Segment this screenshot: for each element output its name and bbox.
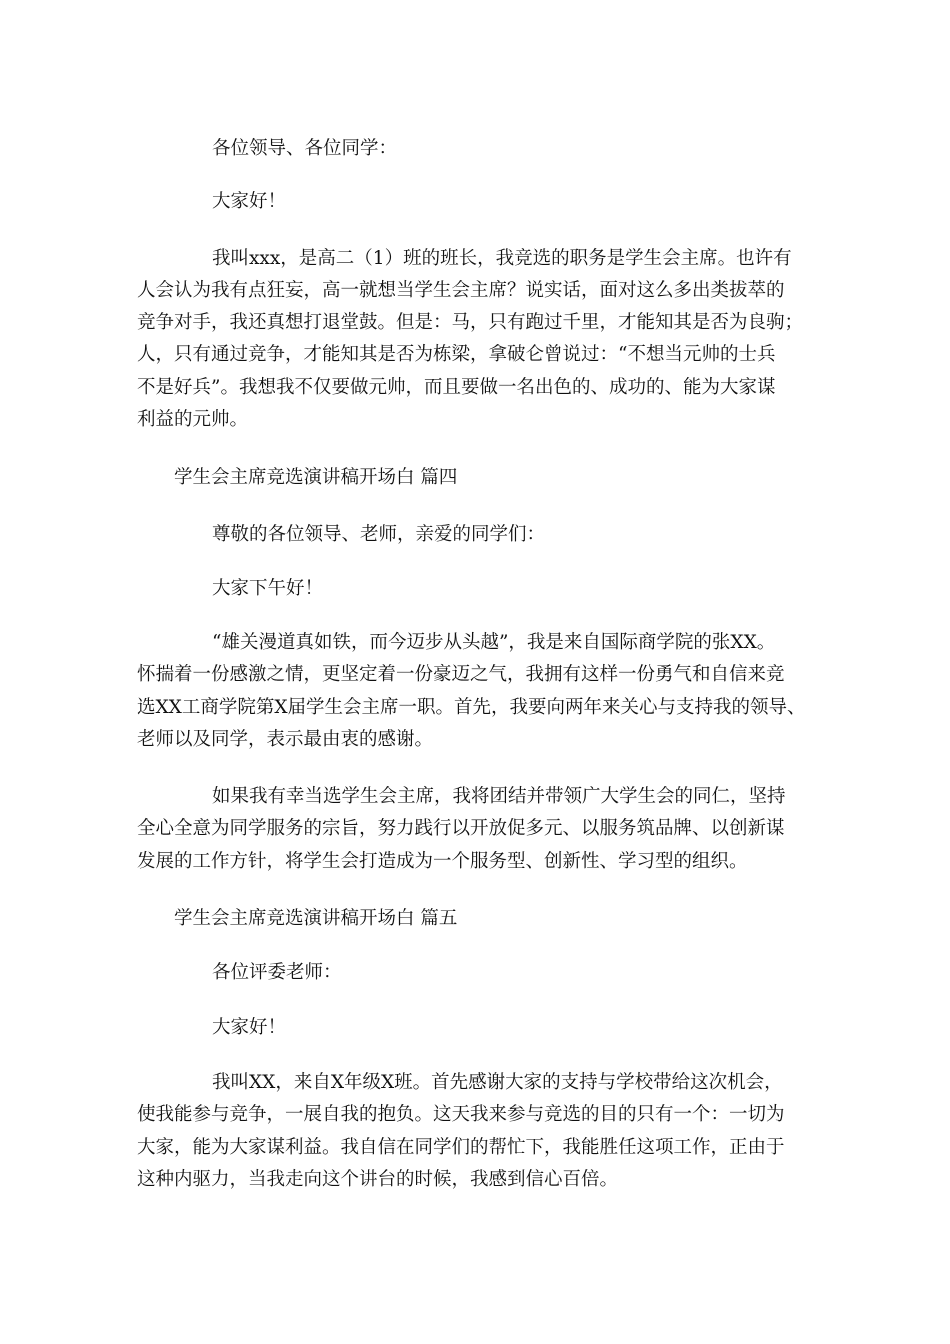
paragraph-line: 选XX工商学院第X届学生会主席一职。首先，我要向两年来关心与支持我的领导、	[137, 697, 806, 718]
paragraph-line: 老师以及同学，表示最由衷的感谢。	[137, 729, 434, 750]
paragraph-line: 这种内驱力，当我走向这个讲台的时候，我感到信心百倍。	[137, 1169, 619, 1190]
paragraph-line: 使我能参与竞争，一展自我的抱负。这天我来参与竞选的目的只有一个：一切为	[137, 1104, 785, 1125]
salutation-leaders-students: 各位领导、各位同学：	[212, 138, 398, 159]
paragraph-line: 我叫xxx，是高二（1）班的班长，我竞选的职务是学生会主席。也许有	[212, 248, 792, 269]
paragraph-line: 人会认为我有点狂妄，高一就想当学生会主席？说实话，面对这么多出类拔萃的	[137, 280, 785, 301]
section-heading-part-four: 学生会主席竞选演讲稿开场白 篇四	[174, 467, 458, 488]
paragraph-line: 人，只有通过竞争，才能知其是否为栋梁，拿破仑曾说过：“不想当元帅的士兵	[137, 344, 776, 365]
paragraph-line: 发展的工作方针，将学生会打造成为一个服务型、创新性、学习型的组织。	[137, 851, 748, 872]
salutation-judges-teachers: 各位评委老师：	[212, 962, 342, 983]
greeting-hello: 大家好！	[212, 191, 287, 212]
section-heading-part-five: 学生会主席竞选演讲稿开场白 篇五	[174, 908, 458, 929]
greeting-hello: 大家好！	[212, 1017, 287, 1038]
greeting-good-afternoon: 大家下午好！	[212, 578, 324, 599]
paragraph-line: 大家，能为大家谋利益。我自信在同学们的帮忙下，我能胜任这项工作，正由于	[137, 1137, 785, 1158]
paragraph-line: 怀揣着一份感激之情，更坚定着一份豪迈之气，我拥有这样一份勇气和自信来竞	[137, 664, 785, 685]
salutation-respected-leaders: 尊敬的各位领导、老师，亲爱的同学们：	[212, 524, 546, 545]
paragraph-line: 利益的元帅。	[137, 409, 249, 430]
paragraph-line: “雄关漫道真如铁，而今迈步从头越”，我是来自国际商学院的张XX。	[212, 632, 776, 653]
paragraph-line: 我叫XX，来自X年级X班。首先感谢大家的支持与学校带给这次机会，	[212, 1072, 783, 1093]
paragraph-line: 不是好兵”。我想我不仅要做元帅，而且要做一名出色的、成功的、能为大家谋	[137, 377, 776, 398]
paragraph-line: 如果我有幸当选学生会主席，我将团结并带领广大学生会的同仁，坚持	[212, 786, 786, 807]
paragraph-line: 竞争对手，我还真想打退堂鼓。但是：马，只有跑过千里，才能知其是否为良驹；	[137, 312, 804, 333]
paragraph-line: 全心全意为同学服务的宗旨，努力践行以开放促多元、以服务筑品牌、以创新谋	[137, 818, 785, 839]
